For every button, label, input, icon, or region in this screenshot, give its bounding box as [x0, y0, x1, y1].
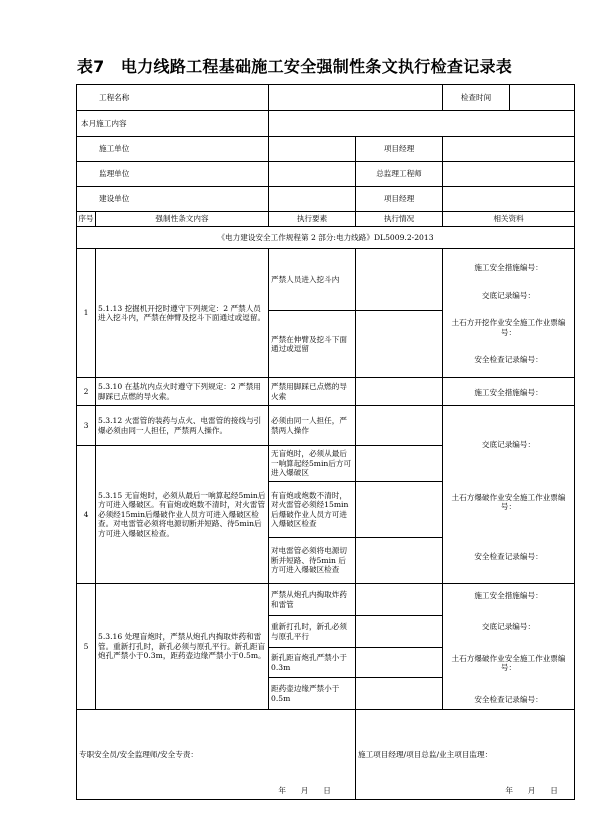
table-row: [77, 249, 575, 311]
check-time-field[interactable]: [510, 85, 575, 110]
row-1-status-1[interactable]: [356, 249, 443, 311]
row-2-clause: 5.3.10 在基坑内点火时遵守下列规定：2 严禁用脚踩已点燃的导火索。: [96, 378, 269, 406]
day-label: 日: [323, 785, 331, 795]
project-name-field[interactable]: [269, 85, 443, 111]
row-5-status-3[interactable]: [356, 648, 443, 678]
monthly-work-label: 本月施工内容: [77, 111, 269, 137]
monthly-work-field[interactable]: [269, 111, 575, 137]
row-3-status-1[interactable]: [356, 406, 443, 446]
row-5-req-3: 新孔距盲炮孔严禁小于0.3m: [269, 648, 356, 678]
row-4-status-1[interactable]: [356, 446, 443, 482]
construction-unit-field[interactable]: [269, 137, 356, 162]
col-req-header: 执行要素: [269, 212, 356, 227]
project-manager-label: 施工项目经理/项目总监/业主项目监理：: [358, 749, 493, 759]
regulation-row: [77, 227, 575, 249]
row-5-status-1[interactable]: [356, 584, 443, 616]
row-5-status-2[interactable]: [356, 616, 443, 648]
day-label: 日: [550, 785, 558, 795]
year-label: 年: [505, 785, 513, 795]
row-5-docs: [443, 584, 575, 710]
row-1-status-2[interactable]: [356, 311, 443, 378]
docs-measures-2: 施工安全措施编号：: [474, 387, 543, 397]
row-3-4-docs: [443, 406, 575, 584]
table-row: [77, 378, 575, 406]
column-header-row: [77, 212, 575, 227]
row-2-docs: [443, 378, 575, 406]
row-1-docs: [443, 249, 575, 378]
project-name-label: 工程名称: [77, 85, 269, 111]
monthly-work-row: [77, 111, 575, 137]
col-clause-header: 强制性条文内容: [96, 212, 269, 227]
safety-officer-label: 专职安全员/安全监理师/安全专责：: [79, 749, 199, 759]
docs-permit-a: 土石方开挖作业安全施工作业票编号：: [451, 318, 566, 337]
row-5-seq: 5: [77, 584, 96, 710]
row-5-req-2: 重新打孔时，新孔必须与原孔平行: [269, 616, 356, 648]
docs-check-2: 安全检查记录编号：: [474, 551, 543, 561]
row-5-req-4: 距药壶边缘严禁小于0.5m: [269, 678, 356, 710]
chief-engineer-label: 总监理工程师: [356, 162, 443, 187]
date-left: [272, 786, 337, 796]
date-right: [499, 786, 564, 796]
construction-unit-row: [77, 137, 575, 162]
row-5-req-1: 严禁从炮孔内掏取炸药和雷管: [269, 584, 356, 616]
row-2-seq: 2: [77, 378, 96, 406]
row-4-seq: 4: [77, 446, 96, 584]
page-title: 表7 电力线路工程基础施工安全强制性条文执行检查记录表: [76, 57, 513, 76]
docs-check-1: 安全检查记录编号：: [474, 355, 543, 365]
pm-label-2: 项目经理: [356, 187, 443, 212]
check-time-cell: [443, 85, 575, 111]
owner-unit-row: [77, 187, 575, 212]
docs-handover-3: 交底记录编号：: [481, 622, 536, 632]
inspection-form-table: [76, 84, 575, 800]
owner-unit-field[interactable]: [269, 187, 356, 212]
signature-row: [77, 710, 575, 800]
docs-measures-1: 施工安全措施编号：: [474, 263, 543, 273]
docs-handover-1: 交底记录编号：: [481, 290, 536, 300]
docs-permit-b: 土石方爆破作业安全施工作业票编号：: [451, 492, 566, 511]
chief-engineer-field[interactable]: [443, 162, 575, 187]
docs-handover-2: 交底记录编号：: [481, 440, 536, 449]
row-3-clause: 5.3.12 火雷管的装药与点火、电雷管的接线与引爆必须由同一人担任，严禁两人操作。: [96, 406, 269, 446]
construction-unit-label: 施工单位: [77, 137, 269, 162]
row-2-req-1: 严禁用脚踩已点燃的导火索: [269, 378, 356, 406]
col-status-header: 执行情况: [356, 212, 443, 227]
supervision-unit-row: [77, 162, 575, 187]
row-1-req-2: 严禁在伸臂及挖斗下面通过或逗留: [269, 311, 356, 378]
row-2-status-1[interactable]: [356, 378, 443, 406]
table-row: [77, 584, 575, 616]
row-3-seq: 3: [77, 406, 96, 446]
check-time-label: 检查时间: [443, 85, 510, 110]
pm-field-1[interactable]: [443, 137, 575, 162]
project-name-row: [77, 85, 575, 111]
row-4-status-2[interactable]: [356, 482, 443, 538]
month-label: 月: [527, 785, 536, 795]
regulation-title: 《电力建设安全工作规程第 2 部分:电力线路》DL5009.2-2013: [77, 227, 575, 249]
safety-officer-signature[interactable]: [77, 710, 356, 800]
row-1-clause: 5.1.13 挖掘机开挖时遵守下列规定：2 严禁人员进入挖斗内，严禁在伸臂及挖斗下面通过或逗留。: [96, 249, 269, 378]
row-4-req-2: 有盲炮或炮数不清时，对火雷管必须经15min后爆破作业人员方可进入爆破区检查: [269, 482, 356, 538]
col-docs-header: 相关资料: [443, 212, 575, 227]
row-5-status-4[interactable]: [356, 678, 443, 710]
pm-field-2[interactable]: [443, 187, 575, 212]
docs-check-3: 安全检查记录编号：: [474, 694, 543, 704]
supervision-unit-field[interactable]: [269, 162, 356, 187]
row-1-req-1: 严禁人员进入挖斗内: [269, 249, 356, 311]
supervision-unit-label: 监理单位: [77, 162, 269, 187]
table-row: [77, 406, 575, 446]
col-seq-header: 序号: [77, 212, 96, 227]
project-manager-signature[interactable]: [356, 710, 575, 800]
row-4-status-3[interactable]: [356, 538, 443, 584]
row-3-req-1: 必须由同一人担任，严禁两人操作: [269, 406, 356, 446]
row-4-req-3: 对电雷管必须将电源切断并短路、待5min 后方可进入爆破区检查: [269, 538, 356, 584]
row-4-clause: 5.3.15 无盲炮时，必须从最后一响算起经5min后方可进入爆破区。有盲炮或炮数不清时，对火雷管必须经15min后爆破作业人员方可进入爆破区检查。对电雷管必须将电源切断并短路、待5min后方可进入爆破区检查。: [96, 446, 269, 584]
pm-label-1: 项目经理: [356, 137, 443, 162]
row-1-seq: 1: [77, 249, 96, 378]
month-label: 月: [300, 785, 309, 795]
owner-unit-label: 建设单位: [77, 187, 269, 212]
year-label: 年: [278, 785, 286, 795]
docs-permit-b-2: 土石方爆破作业安全施工作业票编号：: [451, 653, 566, 673]
row-4-req-1: 无盲炮时，必须从最后一响算起经5min后方可进入爆破区: [269, 446, 356, 482]
docs-measures-3: 施工安全措施编号：: [474, 590, 543, 600]
row-5-clause: 5.3.16 处理盲炮时，严禁从炮孔内掏取炸药和雷管。重新打孔时，新孔必须与原孔平行。新孔距盲炮孔严禁小于0.3m，距药壶边缘严禁小于0.5m。: [96, 584, 269, 710]
